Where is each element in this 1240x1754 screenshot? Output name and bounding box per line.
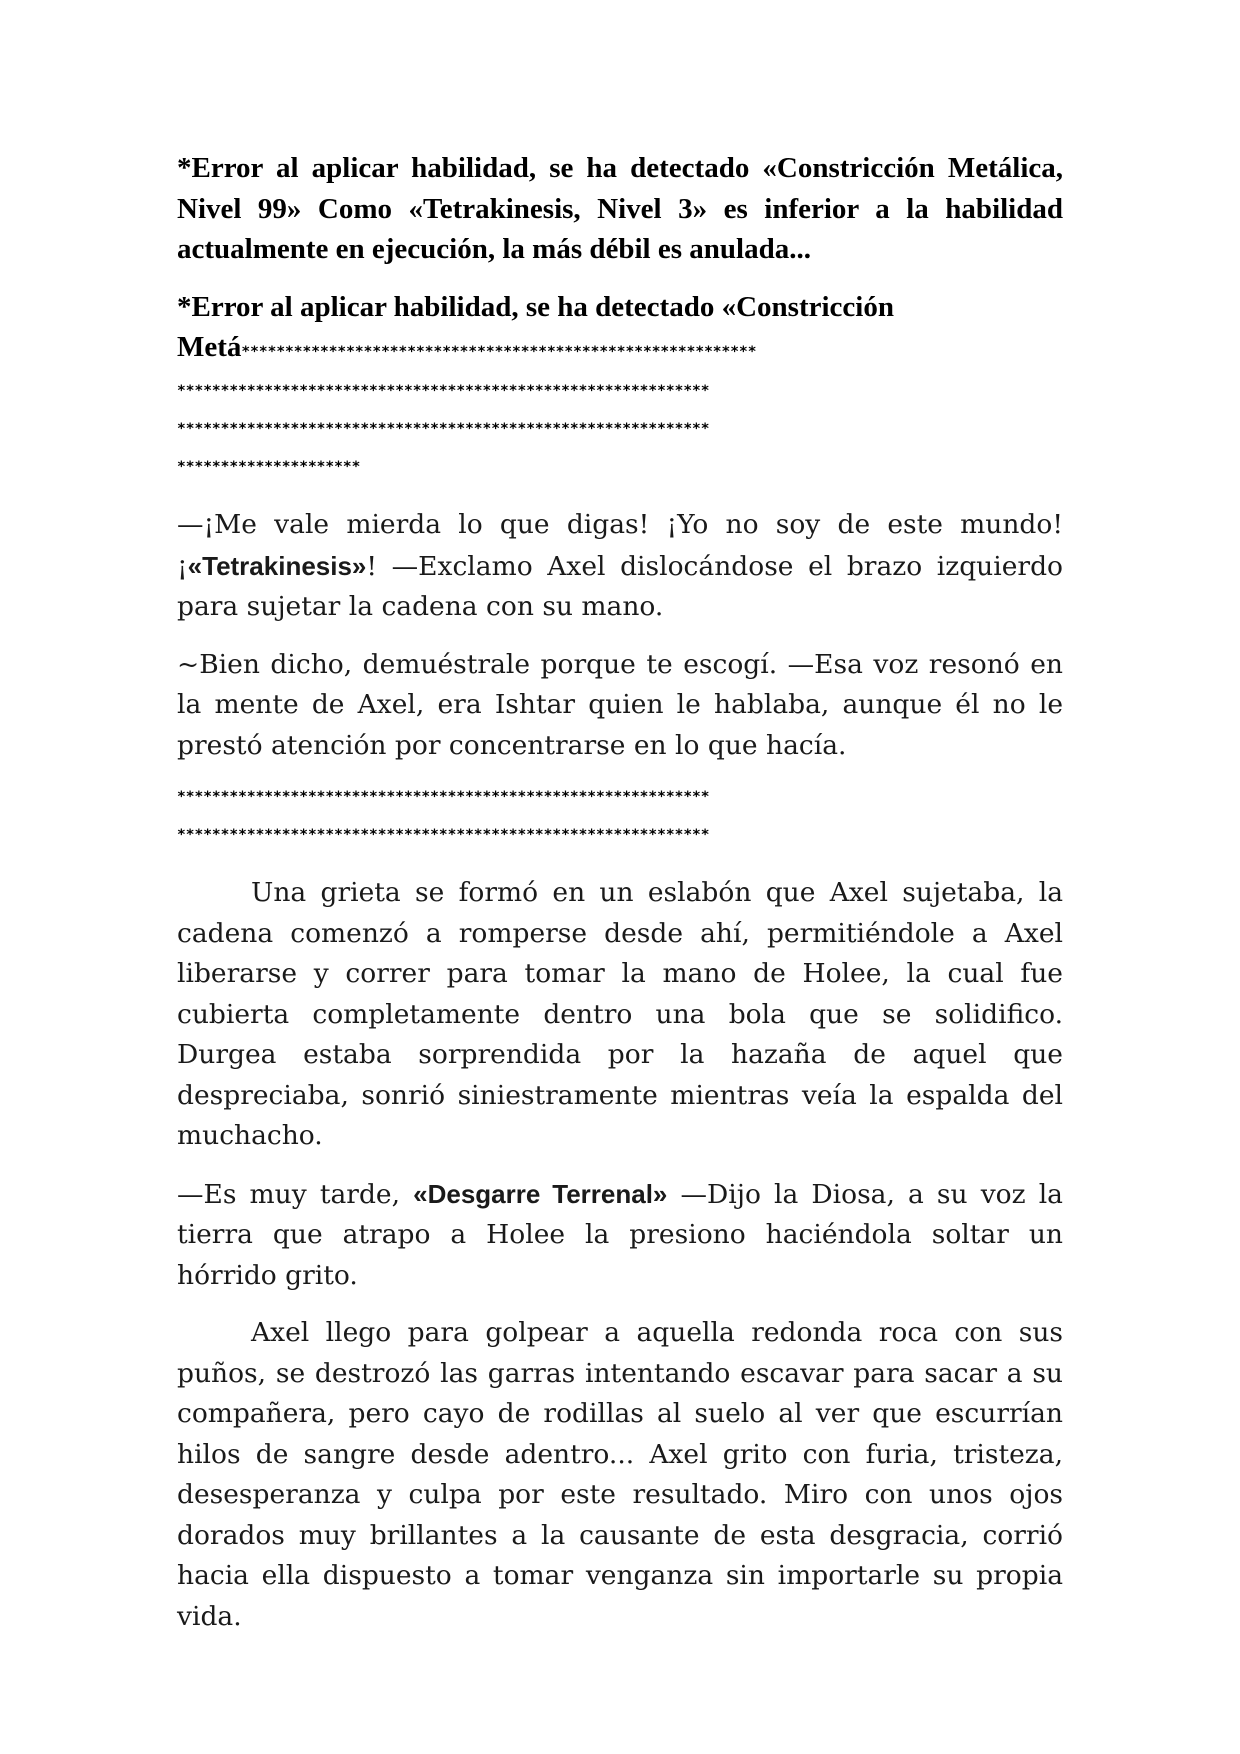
dialogue-paragraph-durgea — [177, 1174, 1063, 1297]
dialogue-text: —¡Me vale mierda lo que digas! ¡Yo no soy de este mundo! ¡ — [177, 509, 1063, 582]
document-page — [177, 148, 1063, 1637]
dialogue-text: —Es muy tarde, — [177, 1178, 414, 1210]
dialogue-paragraph-axel — [177, 505, 1063, 628]
system-error-message-1: *Error al aplicar habilidad, se ha detectado «Constricción Metálica, Nivel 99» Como «Tetrakinesis, Nivel 3» es inferior a la habilidad actualmente en ejecución, la más débil es anulada... — [177, 152, 1063, 265]
skill-name-desgarre-terrenal: «Desgarre Terrenal» — [413, 1178, 668, 1209]
dialogue-text: ! —Exclamo Axel dislocándose el brazo izquierdo para sujetar la cadena con su mano. — [177, 550, 1063, 622]
dialogue-text: —Dijo la Diosa, a su voz la tierra que atrapo a Holee la presiono haciéndola soltar un hórrido grito. — [177, 1178, 1063, 1291]
dialogue-paragraph-ishtar: ~Bien dicho, demuéstrale porque te escogí. —Esa voz resonó en la mente de Axel, era Ishtar quien le hablaba, aunque él no le prestó atención por concentrarse en lo que hacía. — [177, 648, 1063, 761]
narrative-paragraph: Una grieta se formó en un eslabón que Axel sujetaba, la cadena comenzó a romperse desde ahí, permitiéndole a Axel liberarse y correr para tomar la mano de Holee, la cual fue cubierta completamente dentro una bola que se solidifico. Durgea estaba sorprendida por la hazaña de aquel que despreciaba, sonrió siniestramente mientras veía la espalda del muchacho. — [177, 877, 1063, 1151]
scene-separator-line: ************************************************************* — [177, 789, 710, 805]
system-error-text: *Error al aplicar habilidad, se ha detectado «Constricción Metá — [177, 290, 894, 363]
narrative-paragraph: Axel llego para golpear a aquella redonda roca con sus puños, se destrozó las garras intentando escavar para sacar a su compañera, pero cayo de rodillas al suelo al ver que escurrían hilos de sangre desde adentro... Axel grito con furia, tristeza, desesperanza y culpa por este resultado. Miro con unos ojos dorados muy brillantes a la causante de esta desgracia, corrió hacia ella dispuesto a tomar venganza sin importarle su propia vida. — [177, 1317, 1063, 1632]
system-error-message-2 — [177, 287, 1063, 373]
censor-asterisks-line: ************************************************************* — [177, 383, 710, 399]
skill-name-tetrakinesis: «Tetrakinesis» — [187, 550, 367, 581]
censor-asterisks-line: ************************************************************* — [177, 421, 710, 437]
censor-asterisks-line: ********************* — [177, 459, 361, 475]
scene-separator-line: ************************************************************* — [177, 827, 710, 843]
censor-asterisks: *********************************************************** — [241, 344, 757, 360]
